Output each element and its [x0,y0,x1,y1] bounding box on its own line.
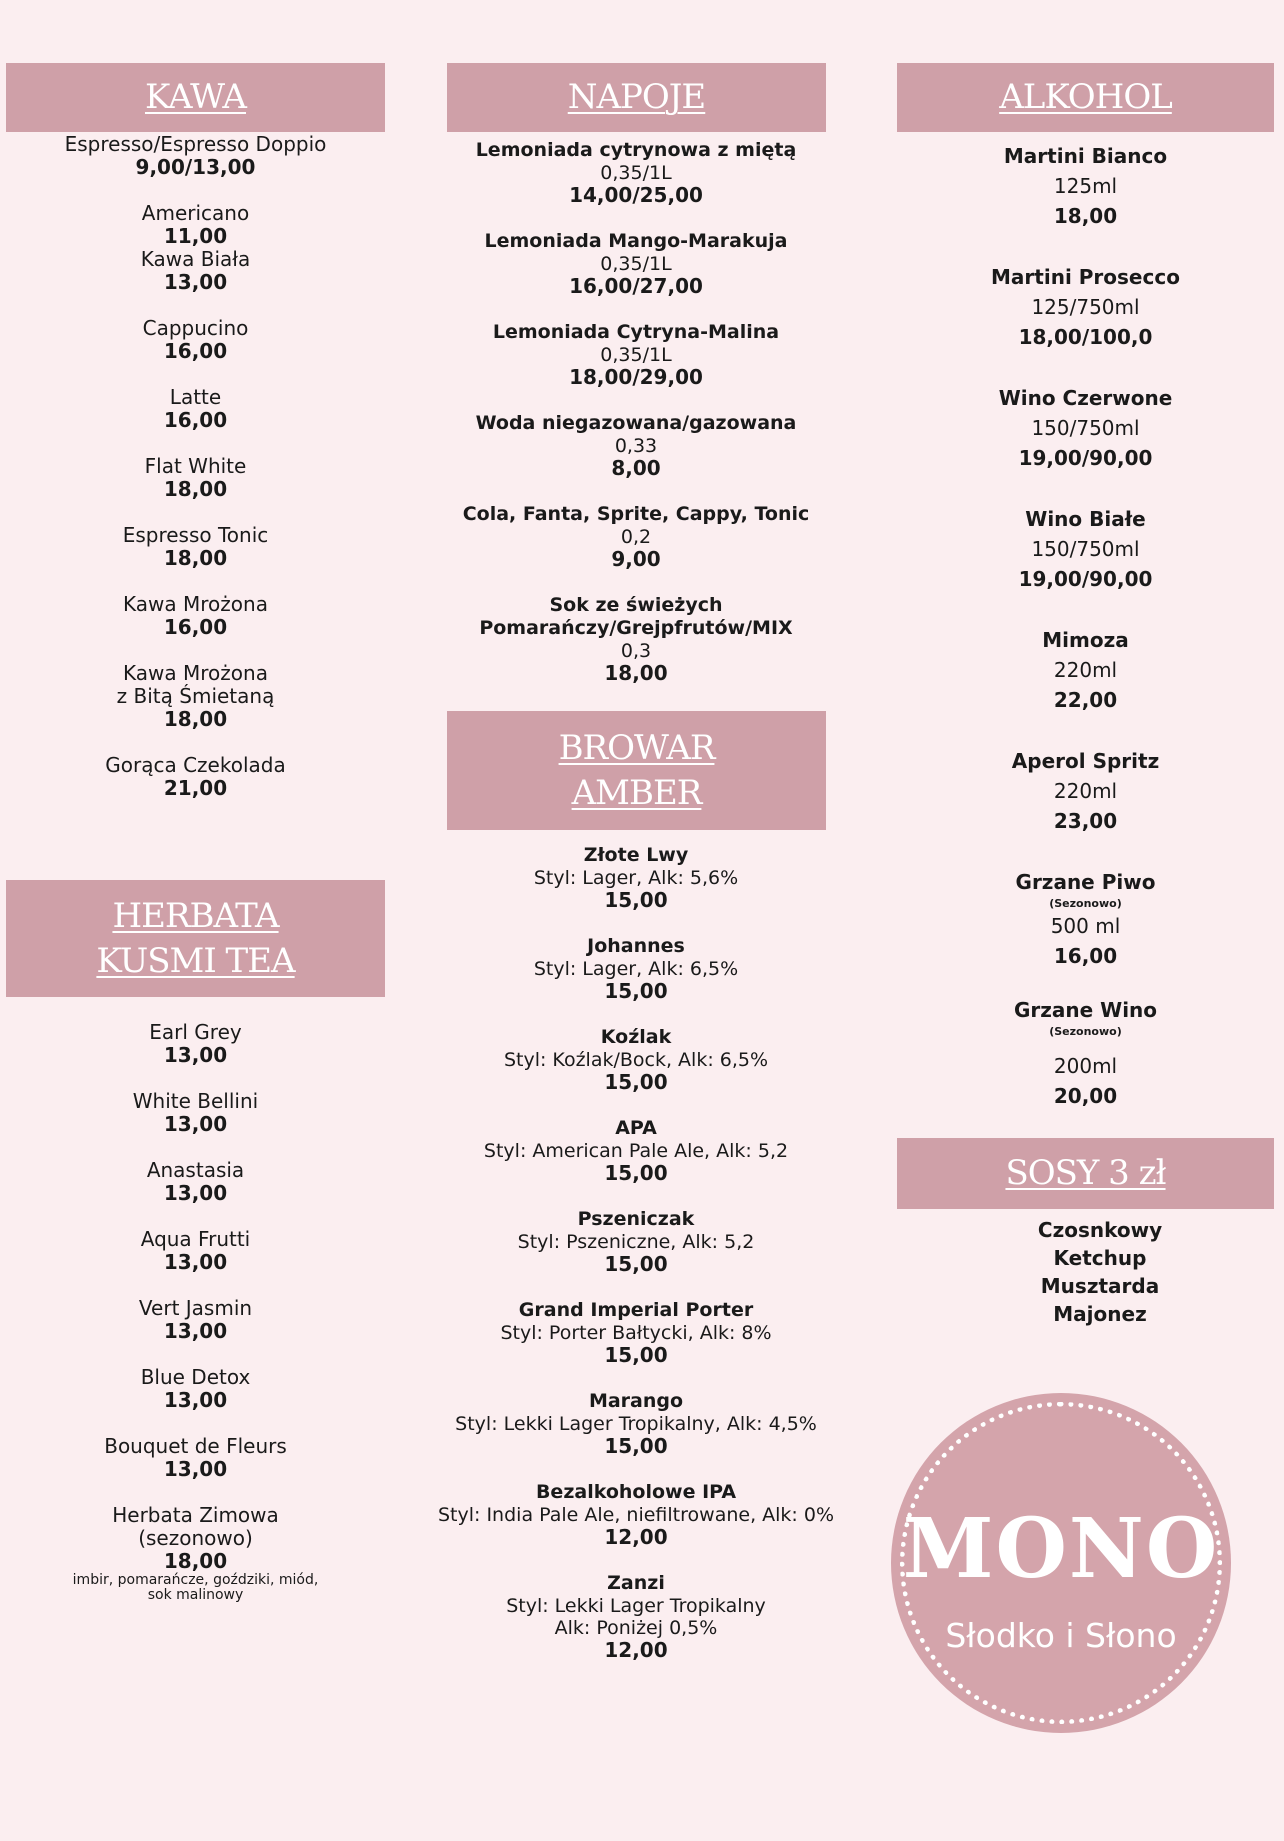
item-name: Martini Prosecco [991,265,1180,289]
browar-title-line1: BROWAR [558,728,715,769]
item-name: Blue Detox [140,1365,251,1389]
item-style: Styl: Lager, Alk: 5,6% [533,867,739,889]
item-name: Vert Jasmin [138,1296,253,1320]
item-price: 21,00 [163,776,228,800]
item-name: Kawa Mrożona [123,592,268,616]
item-name: Aperol Spritz [1011,749,1160,773]
menu-item [417,935,855,1003]
item-price: 18,00 [163,1549,228,1573]
item-price: 12,00 [604,1638,668,1662]
item-name: Grand Imperial Porter [518,1299,754,1321]
menu-item [6,455,385,501]
menu-item [417,139,855,207]
menu-item [6,386,385,432]
item-name-line2: (sezonowo) [138,1526,253,1550]
menu-item [417,1117,855,1185]
item-price: 16,00/27,00 [569,274,703,298]
sosy-header [897,1138,1274,1209]
item-name: Wino Białe [1025,507,1146,531]
item-price: 20,00 [1053,1084,1118,1108]
item-price: 15,00 [604,1161,668,1185]
item-name: APA [615,1117,657,1139]
menu-item [417,1572,855,1662]
item-price: 18,00/29,00 [569,365,703,389]
item-name: Anastasia [146,1158,245,1182]
menu-item [6,1159,385,1205]
item-price: 13,00 [163,1457,228,1481]
menu-item [417,503,855,571]
item-size: 200ml [1053,1054,1118,1078]
kawa-title: KAWA [144,77,246,118]
item-price: 15,00 [604,1070,668,1094]
item-price: 13,00 [163,270,228,294]
item-price: 13,00 [163,1112,228,1136]
alkohol-header [897,63,1274,132]
item-name: Bezalkoholowe IPA [535,1481,737,1503]
menu-item [417,1390,855,1458]
menu-item [417,1481,855,1549]
item-style: Styl: American Pale Ale, Alk: 5,2 [483,1140,789,1162]
item-name: Zanzi [607,1572,665,1594]
menu-item [6,133,385,179]
browar-list [417,844,855,1685]
item-season: (Sezonowo) [1049,897,1122,910]
item-price: 18,00/100,0 [1018,325,1153,349]
item-name: Flat White [144,454,247,478]
item-style: Styl: Pszeniczne, Alk: 5,2 [517,1231,755,1253]
herbata-list [6,1021,385,1626]
menu-item [897,746,1274,836]
item-price: 18,00 [163,477,228,501]
menu-item [6,754,385,800]
sosy-title: SOSY 3 zł [1005,1153,1166,1194]
item-price: 15,00 [604,888,668,912]
menu-item [6,248,385,294]
item-size: 150/750ml [1031,416,1140,440]
item-price: 15,00 [604,1252,668,1276]
item-style: Styl: India Pale Ale, niefiltrowane, Alk: 0% [437,1504,835,1526]
item-price: 18,00 [604,661,668,685]
browar-title-line2: AMBER [571,772,702,813]
item-name: Lemoniada Cytryna-Malina [492,321,780,343]
item-price: 8,00 [611,456,661,480]
item-note-line2: sok malinowy [147,1587,244,1603]
item-price: 13,00 [163,1250,228,1274]
item-name: Earl Grey [149,1020,242,1044]
menu-item [897,383,1274,473]
item-size: 0,2 [620,526,652,548]
alkohol-title: ALKOHOL [999,77,1172,118]
item-name-line2: Pomarańczy/Grejpfrutów/MIX [479,617,793,639]
item-size: 0,33 [614,435,658,457]
item-style: Styl: Koźlak/Bock, Alk: 6,5% [503,1049,769,1071]
item-price: 22,00 [1053,688,1118,712]
item-price: 13,00 [163,1181,228,1205]
sauce-item: Musztarda [1040,1274,1160,1298]
item-size: 125ml [1053,174,1118,198]
item-size: 220ml [1053,658,1118,682]
browar-header [447,711,826,830]
item-name: Kawa Mrożona [123,661,268,685]
item-style: Styl: Lekki Lager Tropikalny [506,1595,766,1617]
sauce-item: Majonez [1053,1302,1147,1326]
item-price: 9,00/13,00 [135,155,256,179]
menu-item [6,1090,385,1136]
item-name: Martini Bianco [1003,144,1168,168]
item-name: Cappucino [142,316,249,340]
item-name: Lemoniada cytrynowa z miętą [475,139,797,161]
item-price: 13,00 [163,1388,228,1412]
menu-item [897,504,1274,594]
logo-brand: MONO [902,1501,1220,1597]
item-name: Woda niegazowana/gazowana [475,412,797,434]
herbata-title-line1: HERBATA [112,896,279,937]
menu-item [6,1435,385,1481]
item-name: White Bellini [132,1089,259,1113]
item-name: Americano [141,201,250,225]
item-name: Aqua Frutti [140,1227,251,1251]
item-name: Kawa Biała [140,247,251,271]
item-name: Grzane Piwo [1015,870,1156,894]
menu-item [417,594,855,685]
item-size: 0,3 [620,640,652,662]
menu-item [6,1504,385,1603]
item-style-line2: Alk: Poniżej 0,5% [554,1617,718,1639]
item-name: Johannes [587,935,685,957]
item-name: Mimoza [1042,628,1129,652]
item-name: Lemoniada Mango-Marakuja [484,230,788,252]
item-name: Herbata Zimowa [112,1503,279,1527]
item-size: 500 ml [1050,914,1121,938]
menu-item [897,995,1274,1111]
item-note: imbir, pomarańcze, goździki, miód, [72,1572,319,1588]
alkohol-list [897,141,1274,1142]
item-style: Styl: Lekki Lager Tropikalny, Alk: 4,5% [455,1413,817,1435]
item-price: 19,00/90,00 [1018,446,1153,470]
item-size: 150/750ml [1031,537,1140,561]
menu-item [6,317,385,363]
item-price: 12,00 [604,1525,668,1549]
menu-item [6,662,385,731]
item-size: 0,35/1L [600,253,672,275]
menu-item [417,844,855,912]
kawa-header [6,63,385,132]
item-price: 9,00 [611,547,661,571]
item-price: 23,00 [1053,809,1118,833]
item-price: 18,00 [1053,204,1118,228]
sosy-list [910,1216,1284,1328]
item-size: 0,35/1L [600,344,672,366]
item-price: 16,00 [1053,944,1118,968]
item-name: Espresso Tonic [122,523,269,547]
menu-item [417,1026,855,1094]
menu-item [6,593,385,639]
herbata-title-line2: KUSMI TEA [96,940,295,981]
item-name: Grzane Wino [1013,998,1158,1022]
menu-item [417,1299,855,1367]
menu-item [6,524,385,570]
item-price: 14,00/25,00 [569,183,703,207]
menu-item [897,625,1274,715]
item-name: Marango [588,1390,684,1412]
napoje-title: NAPOJE [567,77,706,118]
menu-item [6,1021,385,1067]
item-name: Pszeniczak [577,1208,695,1230]
sauce-item: Czosnkowy [1037,1218,1163,1242]
item-name: Złote Lwy [583,844,689,866]
item-price: 15,00 [604,979,668,1003]
item-name: Latte [169,385,222,409]
herbata-header [6,880,385,997]
menu-item [6,1366,385,1412]
menu-item [417,321,855,389]
item-style: Styl: Porter Bałtycki, Alk: 8% [500,1322,772,1344]
item-price: 19,00/90,00 [1018,567,1153,591]
item-style: Styl: Lager, Alk: 6,5% [533,958,739,980]
logo-tagline: Słodko i Słono [945,1616,1177,1655]
item-name-line2: z Bitą Śmietaną [116,684,275,708]
menu-item [897,141,1274,231]
item-name: Bouquet de Fleurs [104,1434,287,1458]
menu-item [6,202,385,248]
item-price: 11,00 [163,224,228,248]
mono-logo [891,1393,1231,1733]
item-name: Sok ze świeżych [549,594,723,616]
item-name: Espresso/Espresso Doppio [64,132,327,156]
menu-item [897,867,1274,971]
menu-item [417,1208,855,1276]
item-price: 16,00 [163,615,228,639]
menu-item [6,1228,385,1274]
item-name: Wino Czerwone [998,386,1173,410]
item-name: Gorąca Czekolada [105,753,286,777]
item-name: Koźlak [600,1026,672,1048]
menu-item [417,230,855,298]
item-size: 0,35/1L [600,162,672,184]
item-price: 13,00 [163,1319,228,1343]
item-size: 125/750ml [1031,295,1140,319]
item-size: 220ml [1053,779,1118,803]
menu-item [6,1297,385,1343]
item-price: 15,00 [604,1343,668,1367]
item-price: 15,00 [604,1434,668,1458]
item-price: 18,00 [163,546,228,570]
item-price: 18,00 [163,707,228,731]
menu-item [417,412,855,480]
item-price: 13,00 [163,1043,228,1067]
item-name: Cola, Fanta, Sprite, Cappy, Tonic [462,503,810,525]
item-price: 16,00 [163,339,228,363]
napoje-header [447,63,826,132]
sauce-item: Ketchup [1053,1246,1147,1270]
menu-item [897,262,1274,352]
kawa-list [6,133,385,823]
napoje-list [417,139,855,708]
item-season: (Sezonowo) [1049,1025,1122,1038]
item-price: 16,00 [163,408,228,432]
